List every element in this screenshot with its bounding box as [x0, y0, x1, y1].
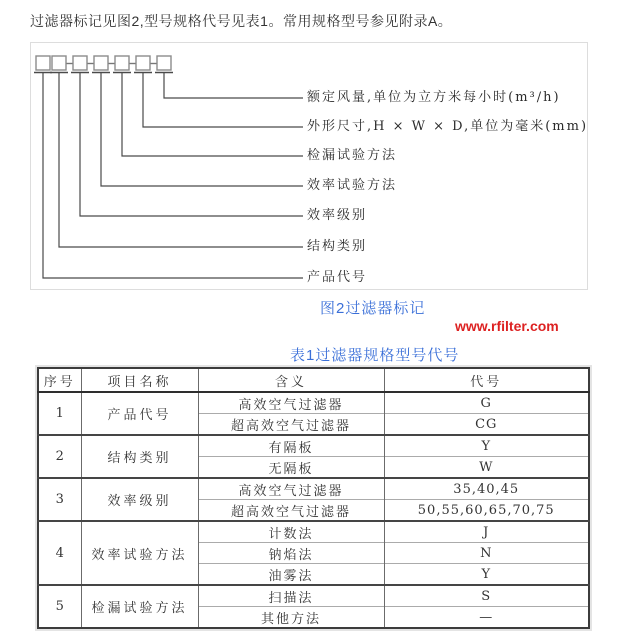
code-segment-box [94, 56, 108, 70]
cell-item-name: 效率试验方法 [81, 521, 198, 585]
cell-code: Y [384, 564, 589, 586]
code-segment-box [36, 56, 50, 70]
figure-panel [30, 42, 588, 290]
figure-label: 额定风量,单位为立方米每小时(m³/h) [307, 90, 561, 105]
code-segment-box [157, 56, 171, 70]
cell-code: Y [384, 435, 589, 457]
cell-meaning: 高效空气过滤器 [198, 392, 384, 414]
connector-line [59, 73, 303, 248]
cell-code: — [384, 607, 589, 629]
spec-code-table [37, 367, 590, 629]
cell-meaning: 钠焰法 [198, 543, 384, 564]
table-row [38, 392, 589, 414]
cell-meaning: 扫描法 [198, 585, 384, 607]
table-row [38, 478, 589, 500]
cell-seq-no: 1 [38, 392, 81, 435]
cell-code: J [384, 521, 589, 543]
cell-meaning: 无隔板 [198, 457, 384, 479]
cell-seq-no: 2 [38, 435, 81, 478]
watermark-url: www.rfilter.com [455, 318, 559, 334]
cell-meaning: 有隔板 [198, 435, 384, 457]
cell-code: 35,40,45 [384, 478, 589, 500]
cell-code: W [384, 457, 589, 479]
cell-code: CG [384, 414, 589, 436]
figure-label: 检漏试验方法 [307, 148, 398, 163]
cell-code: 50,55,60,65,70,75 [384, 500, 589, 522]
connector-line [143, 73, 303, 128]
col-header: 代号 [384, 368, 589, 392]
cell-seq-no: 5 [38, 585, 81, 628]
cell-item-name: 检漏试验方法 [81, 585, 198, 628]
table-header-row [38, 368, 589, 392]
connector-line [122, 73, 303, 157]
figure-label: 效率级别 [307, 208, 368, 223]
cell-meaning: 油雾法 [198, 564, 384, 586]
cell-item-name: 产品代号 [81, 392, 198, 435]
table-row [38, 435, 589, 457]
col-header: 序号 [38, 368, 81, 392]
code-segment-box [52, 56, 66, 70]
cell-meaning: 计数法 [198, 521, 384, 543]
table-title: 表1过滤器规格型号代号 [290, 347, 460, 364]
figure-label: 效率试验方法 [307, 178, 398, 193]
cell-code: G [384, 392, 589, 414]
code-segment-box [73, 56, 87, 70]
figure-caption: 图2过滤器标记 [320, 300, 426, 317]
intro-text: 过滤器标记见图2,型号规格代号见表1。常用规格型号参见附录A。 [30, 13, 453, 29]
connector-line [80, 73, 303, 217]
code-segment-box [115, 56, 129, 70]
cell-code: N [384, 543, 589, 564]
cell-seq-no: 4 [38, 521, 81, 585]
connector-line [164, 73, 303, 99]
cell-item-name: 效率级别 [81, 478, 198, 521]
cell-meaning: 其他方法 [198, 607, 384, 629]
table-row [38, 585, 589, 607]
cell-meaning: 超高效空气过滤器 [198, 500, 384, 522]
cell-item-name: 结构类别 [81, 435, 198, 478]
figure-label: 外形尺寸,H × W × D,单位为毫米(mm) [307, 119, 589, 134]
cell-seq-no: 3 [38, 478, 81, 521]
figure-label: 产品代号 [307, 270, 368, 285]
code-segment-box [136, 56, 150, 70]
col-header: 含义 [198, 368, 384, 392]
col-header: 项目名称 [81, 368, 198, 392]
cell-code: S [384, 585, 589, 607]
cell-meaning: 高效空气过滤器 [198, 478, 384, 500]
figure-label: 结构类别 [307, 239, 368, 254]
table-row [38, 521, 589, 543]
cell-meaning: 超高效空气过滤器 [198, 414, 384, 436]
connector-line [101, 73, 303, 187]
